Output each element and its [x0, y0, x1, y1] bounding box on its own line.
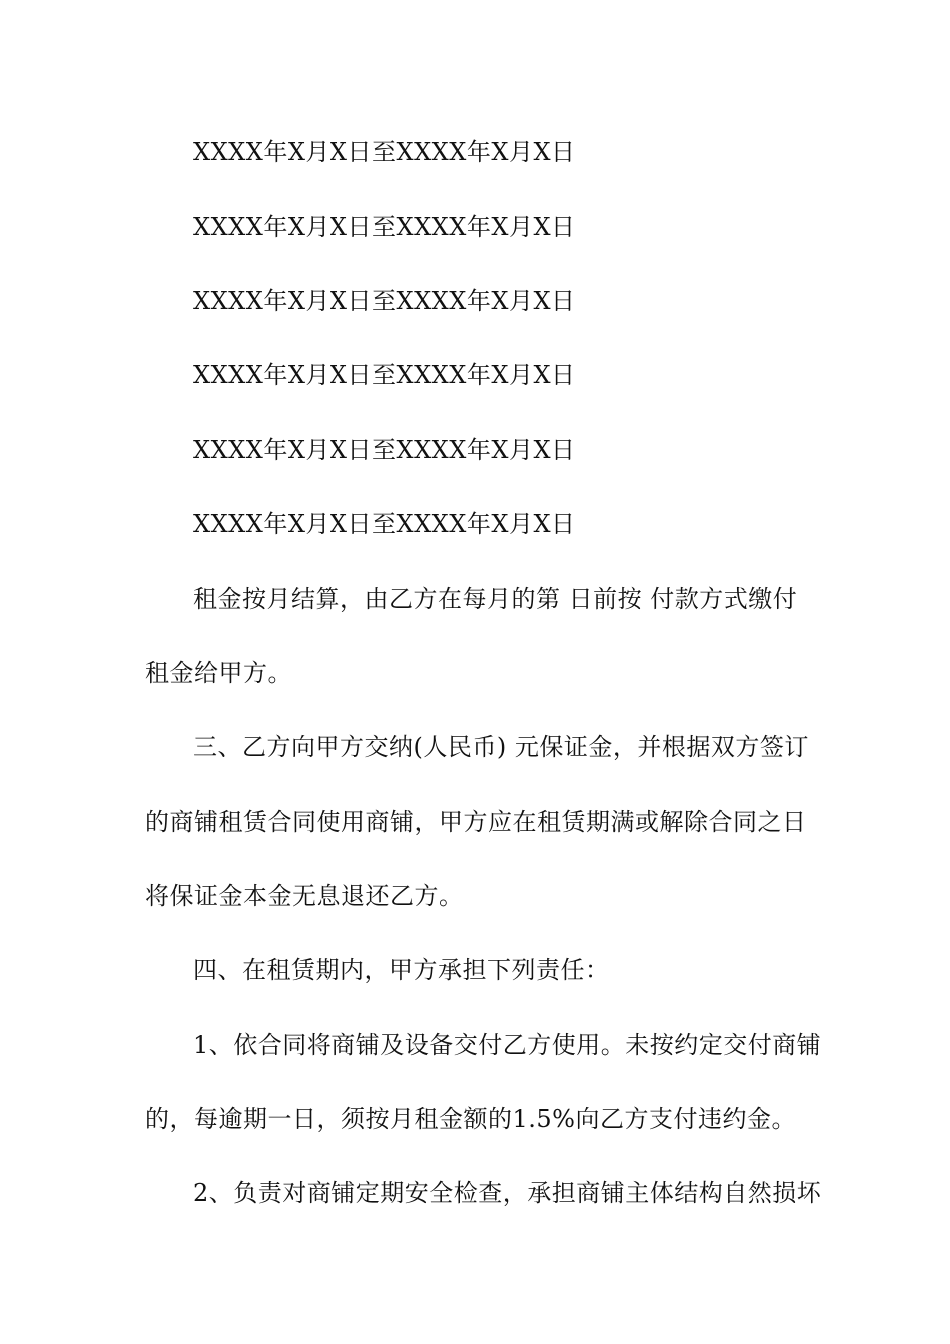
- rent-payment-paragraph-line-1: 租金按月结算，由乙方在每月的第 日前按 付款方式缴付: [193, 585, 798, 613]
- deposit-paragraph-line-1: 三、乙方向甲方交纳(人民币) 元保证金，并根据双方签订: [193, 733, 809, 761]
- section-four-heading: 四、在租赁期内，甲方承担下列责任：: [193, 956, 610, 984]
- rental-period-line-6: XXXX年X月X日至XXXX年X月X日: [193, 510, 576, 538]
- deposit-paragraph-line-2: 的商铺租赁合同使用商铺，甲方应在租赁期满或解除合同之日: [145, 808, 807, 836]
- clause-one-line-1: 1、依合同将商铺及设备交付乙方使用。未按约定交付商铺: [193, 1031, 822, 1059]
- clause-two-line-1: 2、负责对商铺定期安全检查，承担商铺主体结构自然损坏: [193, 1179, 822, 1207]
- rental-period-line-4: XXXX年X月X日至XXXX年X月X日: [193, 361, 576, 389]
- rental-period-line-2: XXXX年X月X日至XXXX年X月X日: [193, 213, 576, 241]
- rental-period-line-1: XXXX年X月X日至XXXX年X月X日: [193, 138, 576, 166]
- rental-period-line-5: XXXX年X月X日至XXXX年X月X日: [193, 436, 576, 464]
- clause-one-line-2: 的，每逾期一日，须按月租金额的1.5%向乙方支付违约金。: [145, 1105, 796, 1133]
- deposit-paragraph-line-3: 将保证金本金无息退还乙方。: [145, 882, 464, 910]
- rental-period-line-3: XXXX年X月X日至XXXX年X月X日: [193, 287, 576, 315]
- rent-payment-paragraph-line-2: 租金给甲方。: [145, 659, 292, 687]
